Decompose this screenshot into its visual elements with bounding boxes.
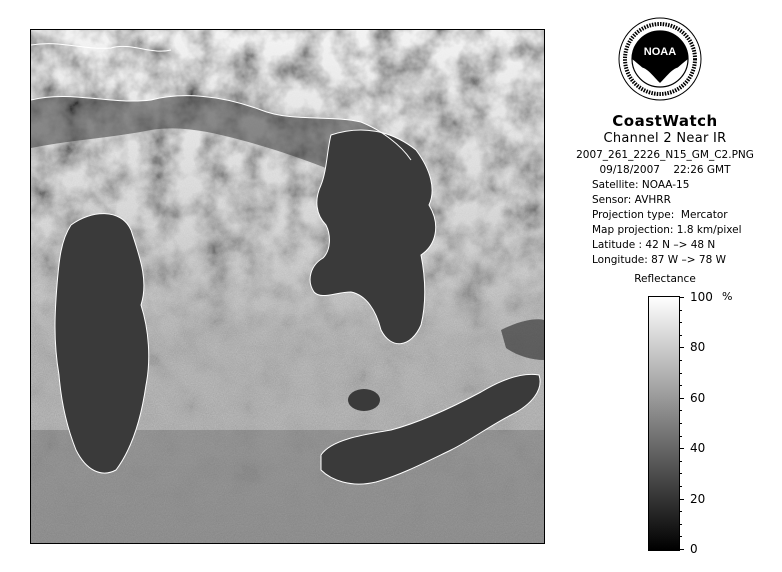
colorbar bbox=[648, 296, 680, 551]
colorbar-minor-tick bbox=[679, 322, 682, 323]
colorbar-tick-label: 100 bbox=[690, 290, 713, 304]
lake-st-clair bbox=[348, 389, 380, 411]
colorbar-label: Reflectance bbox=[634, 273, 696, 285]
logo-center-text: NOAA bbox=[643, 46, 677, 58]
colorbar-minor-tick bbox=[679, 410, 682, 411]
satellite-image bbox=[30, 29, 545, 544]
colorbar-major-tick bbox=[679, 448, 684, 449]
colorbar-tick-label: 60 bbox=[690, 390, 706, 405]
colorbar-minor-tick bbox=[679, 461, 682, 462]
colorbar-tick-label: 80 bbox=[690, 340, 706, 355]
colorbar-minor-tick bbox=[679, 385, 682, 386]
colorbar-minor-tick bbox=[679, 486, 682, 487]
product-projection-type: Projection type: Mercator bbox=[592, 209, 728, 221]
product-satellite: Satellite: NOAA-15 bbox=[592, 179, 690, 191]
colorbar-major-tick bbox=[679, 549, 684, 550]
colorbar-minor-tick bbox=[679, 536, 682, 537]
noaa-logo bbox=[618, 17, 702, 101]
colorbar-minor-tick bbox=[679, 436, 682, 437]
colorbar-tick-label: 0 bbox=[690, 542, 698, 556]
colorbar-tick-label: 40 bbox=[690, 441, 706, 456]
satellite-map bbox=[31, 30, 544, 543]
colorbar-minor-tick bbox=[679, 524, 682, 525]
colorbar-minor-tick bbox=[679, 511, 682, 512]
product-title: CoastWatch bbox=[612, 112, 718, 130]
product-subtitle: Channel 2 Near IR bbox=[603, 131, 727, 146]
colorbar-minor-tick bbox=[679, 373, 682, 374]
colorbar-minor-tick bbox=[679, 310, 682, 311]
product-sensor: Sensor: AVHRR bbox=[592, 194, 671, 206]
colorbar-major-tick bbox=[679, 297, 684, 298]
colorbar-major-tick bbox=[679, 347, 684, 348]
colorbar-minor-tick bbox=[679, 360, 682, 361]
colorbar-minor-tick bbox=[679, 423, 682, 424]
product-map-projection: Map projection: 1.8 km/pixel bbox=[592, 224, 742, 236]
colorbar-minor-tick bbox=[679, 473, 682, 474]
product-longitude: Longitude: 87 W –> 78 W bbox=[592, 254, 726, 266]
product-latitude: Latitude : 42 N –> 48 N bbox=[592, 239, 716, 251]
colorbar-major-tick bbox=[679, 398, 684, 399]
colorbar-major-tick bbox=[679, 499, 684, 500]
product-info bbox=[548, 112, 782, 268]
product-filename: 2007_261_2226_N15_GM_C2.PNG bbox=[576, 149, 754, 161]
colorbar-minor-tick bbox=[679, 335, 682, 336]
product-datetime: 09/18/2007 22:26 GMT bbox=[599, 164, 731, 176]
colorbar-tick-label: 20 bbox=[690, 491, 706, 506]
colorbar-unit: % bbox=[722, 290, 733, 303]
